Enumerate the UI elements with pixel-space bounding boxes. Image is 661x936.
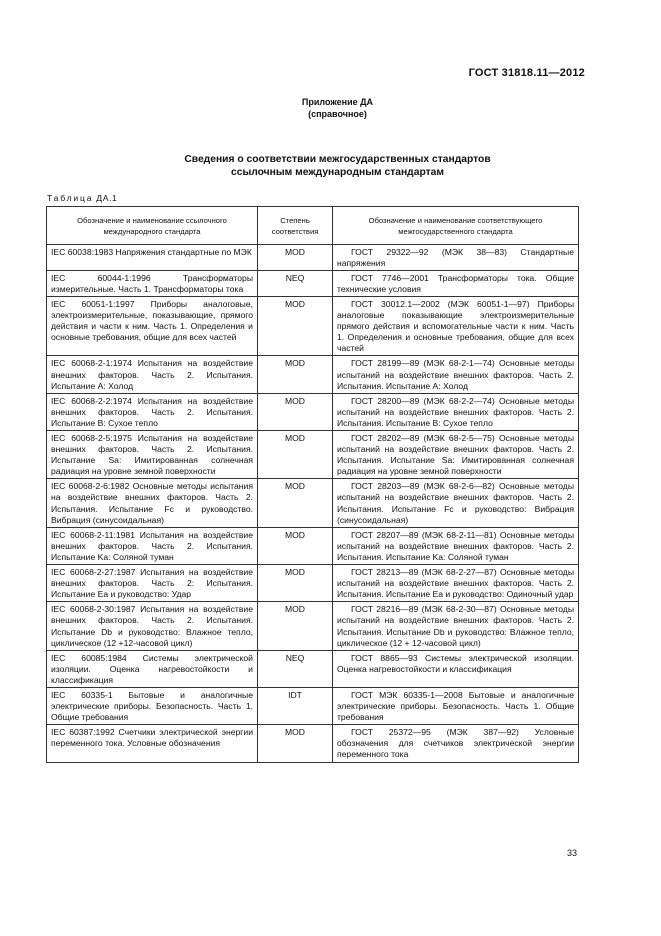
intl-standard-cell: IEC 60068-2-30:1987 Испытания на воздействие внешних факторов. Часть 2. Испытания. Испытание Db и руководство: Влажное тепло, циклическое (12 +12-часовой цикл) [47,602,258,650]
gost-standard-cell: ГОСТ 28207—89 (МЭК 68-2-11—81) Основные методы испытаний на воздействие внешних факторов. Часть 2. Испытания. Испытание Ka: Соляной туман [333,527,579,564]
intl-standard-cell: IEC 60068-2-6:1982 Основные методы испытания на воздействие внешних факторов. Часть 2. Испытания. Испытание Fc и руководство. Вибрация (синусоидальная) [47,479,258,527]
appendix-title: Приложение ДА [301,97,374,107]
intl-standard-cell: IEC 60085:1984 Системы электрической изоляции. Оценка нагревостойкости и классификация [47,650,258,687]
degree-cell: MOD [258,244,333,270]
table-caption [47,193,117,203]
table-caption-number: ДА.1 [96,193,118,203]
appendix-heading [0,96,661,120]
degree-cell: IDT [258,687,333,724]
gost-standard-cell: ГОСТ 28199—89 (МЭК 68-2-1—74) Основные методы испытаний на воздействие внешних факторов. Часть 2. Испытания. Испытание А: Холод [333,356,579,393]
gost-standard-cell: ГОСТ 28216—89 (МЭК 68-2-30—87) Основные методы испытаний на воздействие внешних факторов. Часть 2. Испытания. Испытание Db и руководство: Влажное тепло, циклическое (12 + 12-часовой цикл) [333,602,579,650]
degree-cell: NEQ [258,270,333,296]
gost-standard-cell: ГОСТ 7746—2001 Трансформаторы тока. Общие технические условия [333,270,579,296]
table-row [47,725,579,762]
table-row [47,602,579,650]
header-gost-standard: Обозначение и наименование соответствующего межгосударственного стандарта [333,207,579,245]
gost-standard-cell: ГОСТ 8865—93 Системы электрической изоляции. Оценка нагревостойкости и классификация [333,650,579,687]
section-title [0,153,661,179]
intl-standard-cell: IEC 60335-1 Бытовые и аналогичные электрические приборы. Безопасность. Часть 1. Общие требования [47,687,258,724]
intl-standard-cell: IEC 60068-2-2:1974 Испытания на воздействие внешних факторов. Часть 2. Испытания. Испытание В: Сухое тепло [47,393,258,430]
degree-cell: MOD [258,565,333,602]
intl-standard-cell: IEC 60051-1:1997 Приборы аналоговые, электроизмерительные, показывающие, прямого действия и части к ним. Часть 1. Определения и основные требования, общие для всех частей [47,296,258,355]
intl-standard-cell: IEC 60068-2-1:1974 Испытания на воздействие внешних факторов. Часть 2. Испытания. Испытание А: Холод [47,356,258,393]
table-row [47,479,579,527]
gost-standard-cell: ГОСТ 29322—92 (МЭК 38—83) Стандартные напряжения [333,244,579,270]
table-caption-label: Таблица [47,193,94,203]
degree-cell: MOD [258,602,333,650]
appendix-subtitle: (справочное) [308,109,367,119]
table-row [47,270,579,296]
correspondence-table [46,206,579,763]
gost-standard-cell: ГОСТ 25372—95 (МЭК 387—92) Условные обозначения для счетчиков электрической энергии переменного тока [333,725,579,762]
gost-standard-cell: ГОСТ 30012.1—2002 (МЭК 60051-1—97) Приборы аналоговые показывающие электроизмерительные прямого действия и вспомогательные части к ним. Часть 1. Определения и основные требования, общие для всех частей [333,296,579,355]
table-row [47,650,579,687]
intl-standard-cell: IEC 60068-2-11:1981 Испытания на воздействие внешних факторов. Часть 2. Испытания. Испытание Ka: Соляной туман [47,527,258,564]
table-row [47,687,579,724]
table-body [47,244,579,762]
section-title-line-1: Сведения о соответствии межгосударственных стандартов [184,154,491,165]
section-title-line-2: ссылочным международным стандартам [231,167,444,178]
gost-standard-cell: ГОСТ МЭК 60335-1—2008 Бытовые и аналогичные электрические приборы. Безопасность. Часть 1. Общие требования [333,687,579,724]
page-number: 33 [566,848,577,858]
gost-standard-cell: ГОСТ 28203—89 (МЭК 68-2-6—82) Основные методы испытаний на воздействие внешних факторов. Часть 2. Испытания. Испытание Fc и руководство: Вибрация (синусоидальная) [333,479,579,527]
table-row [47,393,579,430]
table-row [47,431,579,479]
table-row [47,356,579,393]
table-row [47,244,579,270]
intl-standard-cell: IEC 60038:1983 Напряжения стандартные по МЭК [47,244,258,270]
table-row [47,296,579,355]
degree-cell: MOD [258,393,333,430]
table-header-row [47,207,579,245]
intl-standard-cell: IEC 60068-2-5:1975 Испытания на воздействие внешних факторов. Часть 2. Испытания. Испытание Sa: Имитированная солнечная радиация на уровне земной поверхности [47,431,258,479]
degree-cell: MOD [258,725,333,762]
degree-cell: MOD [258,479,333,527]
gost-standard-cell: ГОСТ 28213—89 (МЭК 68-2-27—87) Основные методы испытаний на воздействие внешних факторов. Часть 2. Испытания. Испытание Еа и руководство: Одиночный удар [333,565,579,602]
degree-cell: MOD [258,296,333,355]
document-header: ГОСТ 31818.11—2012 [468,67,585,79]
degree-cell: NEQ [258,650,333,687]
intl-standard-cell: IEC 60387:1992 Счетчики электрической энергии переменного тока. Условные обозначения [47,725,258,762]
header-degree: Степень соответствия [258,207,333,245]
table-row [47,527,579,564]
gost-standard-cell: ГОСТ 28200—89 (МЭК 68-2-2—74) Основные методы испытаний на воздействие внешних факторов. Часть 2. Испытания. Испытание В: Сухое тепло [333,393,579,430]
intl-standard-cell: IEC 60068-2-27:1987 Испытания на воздействие внешних факторов. Часть 2: Испытания. Испытание Еа и руководство: Удар [47,565,258,602]
table-row [47,565,579,602]
header-intl-standard: Обозначение и наименование ссылочного международного стандарта [47,207,258,245]
gost-standard-cell: ГОСТ 28202—89 (МЭК 68-2-5—75) Основные методы испытаний на воздействие внешних факторов. Часть 2. Испытания. Испытание Sa: Имитированная солнечная радиация на уровне земной поверхности [333,431,579,479]
degree-cell: MOD [258,527,333,564]
intl-standard-cell: IEC 60044-1:1996 Трансформаторы измерительные. Часть 1. Трансформаторы тока [47,270,258,296]
degree-cell: MOD [258,356,333,393]
degree-cell: MOD [258,431,333,479]
